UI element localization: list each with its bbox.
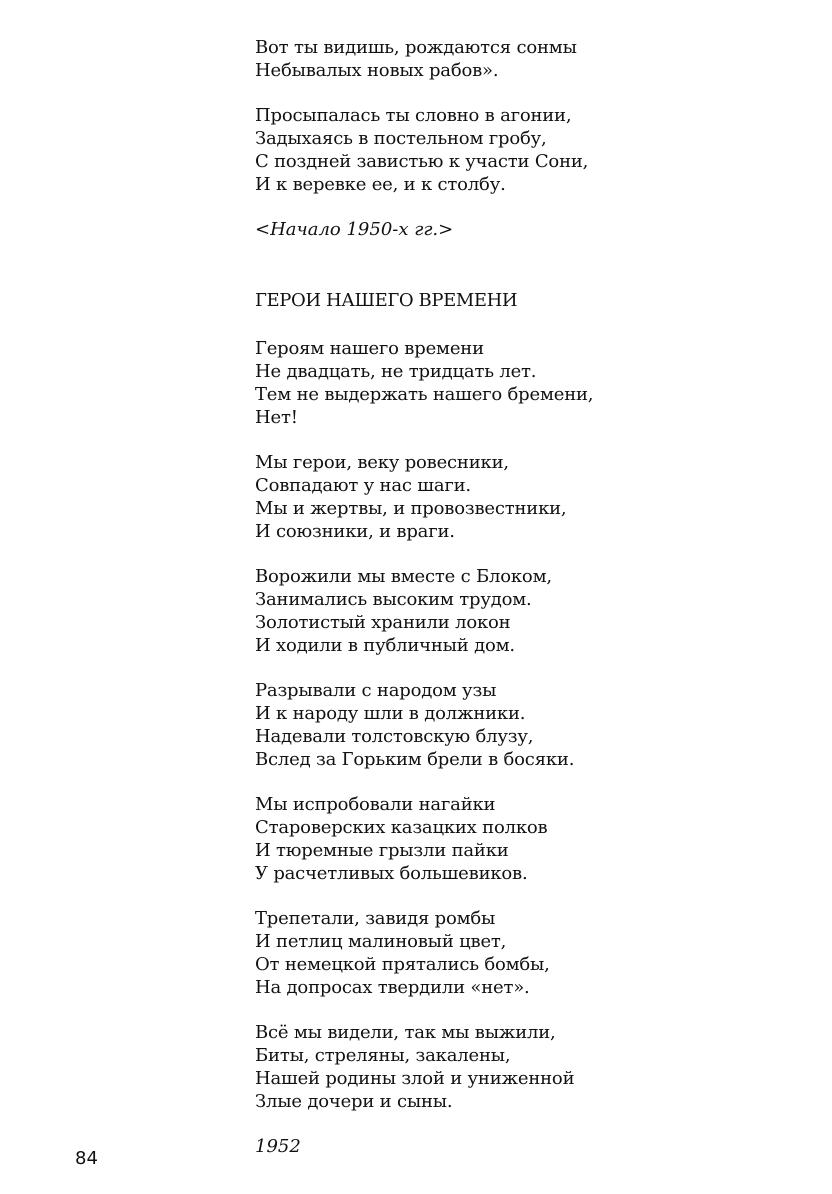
poem-line: Мы испробовали нагайки: [255, 794, 496, 815]
poem-line: Трепетали, завидя ромбы: [255, 908, 496, 929]
poem-line: Ворожили мы вместе с Блоком,: [255, 566, 552, 587]
poem2-date: 1952: [255, 1136, 301, 1157]
poem-line: И ходили в публичный дом.: [255, 635, 515, 656]
poem2-stanza-1: [255, 337, 775, 429]
poem-line: Задыхаясь в постельном гробу,: [255, 128, 547, 149]
poem-line: И союзники, и враги.: [255, 521, 455, 542]
poem-line: Тем не выдержать нашего бремени,: [255, 384, 594, 405]
poem-line: Нашей родины злой и униженной: [255, 1068, 575, 1089]
poem-line: Староверских казацких полков: [255, 817, 548, 838]
poem2-stanza-5: [255, 793, 775, 885]
poem1-date: <Начало 1950-х гг.>: [255, 219, 454, 240]
poem2-stanza-4: [255, 679, 775, 771]
poem2-stanza-7: [255, 1021, 775, 1113]
poem2-stanza-6: [255, 907, 775, 999]
poem-line: Мы и жертвы, и провозвестники,: [255, 498, 567, 519]
poem2-stanza-3: [255, 565, 775, 657]
poem-line: Небывалых новых рабов».: [255, 60, 499, 81]
poem-line: Не двадцать, не тридцать лет.: [255, 361, 537, 382]
poem-line: И петлиц малиновый цвет,: [255, 931, 507, 952]
poem-line: Нет!: [255, 407, 298, 428]
page-number: 84: [75, 1148, 98, 1169]
poem-line: Мы герои, веку ровесники,: [255, 452, 509, 473]
poem-line: На допросах твердили «нет».: [255, 977, 530, 998]
poem1-stanza-1: [255, 36, 775, 82]
poem-line: У расчетливых большевиков.: [255, 863, 528, 884]
poem-line: И к веревке ее, и к столбу.: [255, 174, 506, 195]
poem-line: Всё мы видели, так мы выжили,: [255, 1022, 556, 1043]
poem-line: Злые дочери и сыны.: [255, 1091, 453, 1112]
poem2-stanza-2: [255, 451, 775, 543]
poem-line: Просыпалась ты словно в агонии,: [255, 105, 572, 126]
poem1-stanza-2: [255, 104, 775, 196]
poem-line: С поздней завистью к участи Сони,: [255, 151, 589, 172]
poem-line: От немецкой прятались бомбы,: [255, 954, 550, 975]
poem-line: Биты, стреляны, закалены,: [255, 1045, 511, 1066]
poem-line: Вслед за Горьким брели в босяки.: [255, 749, 575, 770]
poem-line: Совпадают у нас шаги.: [255, 475, 471, 496]
poem-line: Разрывали с народом узы: [255, 680, 497, 701]
poem2-title: ГЕРОИ НАШЕГО ВРЕМЕНИ: [255, 290, 518, 311]
poem-line: И к народу шли в должники.: [255, 703, 526, 724]
poem-line: Вот ты видишь, рождаются сонмы: [255, 37, 577, 58]
poem-line: Надевали толстовскую блузу,: [255, 726, 534, 747]
poem-line: Героям нашего времени: [255, 338, 484, 359]
page-content: [255, 36, 775, 1158]
poem-line: И тюремные грызли пайки: [255, 840, 509, 861]
poem-line: Золотистый хранили локон: [255, 612, 511, 633]
poem-line: Занимались высоким трудом.: [255, 589, 532, 610]
